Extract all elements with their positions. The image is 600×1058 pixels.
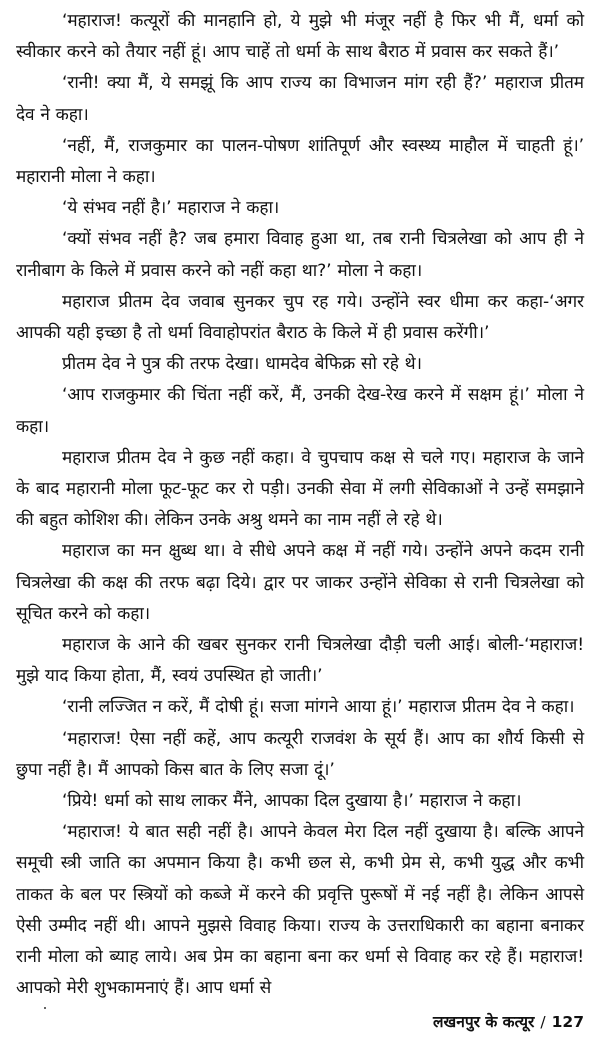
paragraph: महाराज का मन क्षुब्ध था। वे सीधे अपने कक्ष में नहीं गये। उन्होंने अपने कदम रानी चित्रलेखा की कक्ष की तरफ बढ़ा दिये। द्वार पर जाकर उन्होंने सेविका से रानी चित्रलेखा को सूचित करने को कहा। bbox=[16, 541, 584, 624]
paragraph: महाराज प्रीतम देव ने कुछ नहीं कहा। वे चुपचाप कक्ष से चले गए। महाराज के जाने के बाद महारानी मोला फूट-फूट कर रो पड़ी। उनकी सेवा में लगी सेविकाओं ने उन्हें समझाने की बहुत कोशिश की। लेकिन उनके अश्रु थमने का नाम नहीं ले रहे थे। bbox=[16, 447, 584, 531]
book-title: लखनपुर के कत्यूर bbox=[433, 1013, 535, 1031]
paragraph: प्रीतम देव ने पुत्र की तरफ देखा। धामदेव बेफिक्र सो रहे थे। bbox=[62, 354, 422, 375]
paragraph: ‘महाराज! ये बात सही नहीं है। आपने केवल मेरा दिल नहीं दुखाया है। बल्कि आपने समूची स्त्री जाति का अपमान किया है। कभी छल से, कभी प्रेम से, कभी युद्ध और कभी ताकत के बल पर स्त्रियों को कब्जे में करने की प्रवृत्ति पुरूषों में नई नहीं है। लेकिन आपसे ऐसी उम्मीद नहीं थी। आपने मुझसे विवाह किया। राज्य के उत्तराधिकारी का बहाना बनाकर रानी मोला को ब्याह लाये। अब प्रेम का बहाना बना कर धर्मा से विवाह कर रहे हैं। महाराज! आपको मेरी शुभकामनाएं हैं। आप धर्मा से bbox=[16, 822, 584, 999]
paragraph: ‘रानी लज्जित न करें, मैं दोषी हूं। सजा मांगने आया हूं।’ महाराज प्रीतम देव ने कहा। bbox=[62, 697, 575, 718]
page-body bbox=[16, 6, 584, 1005]
paragraph: महाराज के आने की खबर सुनकर रानी चित्रलेखा दौड़ी चली आई। बोली-‘महाराज! मुझे याद किया होता, मैं, स्वयं उपस्थित हो जाती।’ bbox=[16, 635, 584, 687]
paragraph: ‘आप राजकुमार की चिंता नहीं करें, मैं, उनकी देख-रेख करने में सक्षम हूं।’ मोला ने कहा। bbox=[16, 385, 584, 437]
paragraph: ‘नहीं, मैं, राजकुमार का पालन-पोषण शांतिपूर्ण और स्वस्थ्य माहौल में चाहती हूं।’ महारानी मोला ने कहा। bbox=[16, 135, 584, 188]
paragraph: महाराज प्रीतम देव जवाब सुनकर चुप रह गये। उन्होंने स्वर धीमा कर कहा-‘अगर आपकी यही इच्छा है तो धर्मा विवाहोपरांत बैराठ के किले में ही प्रवास करेंगी।’ bbox=[16, 291, 584, 344]
paragraph: ‘प्रिये! धर्मा को साथ लाकर मैंने, आपका दिल दुखाया है।’ महाराज ने कहा। bbox=[62, 791, 522, 812]
paragraph: ‘रानी! क्या मैं, ये समझूं कि आप राज्य का विभाजन मांग रही हैं?’ महाराज प्रीतम देव ने कहा। bbox=[16, 73, 584, 125]
page-footer bbox=[433, 1010, 584, 1032]
paragraph: ‘महाराज! ऐसा नहीं कहें, आप कत्यूरी राजवंश के सूर्य हैं। आप का शौर्य किसी से छुपा नहीं है। मैं आपको किस बात के लिए सजा दूं।’ bbox=[16, 728, 584, 780]
paragraph: ‘महाराज! कत्यूरों की मानहानि हो, ये मुझे भी मंजूर नहीं है फिर भी मैं, धर्मा को स्वीकार करने को तैयार नहीं हूं। आप चाहें तो धर्मा के साथ बैराठ में प्रवास कर सकते हैं।’ bbox=[16, 11, 584, 63]
page-number: 127 bbox=[551, 1013, 584, 1031]
paragraph: ‘ये संभव नहीं है।’ महाराज ने कहा। bbox=[62, 198, 280, 219]
scan-speck bbox=[44, 1007, 46, 1009]
footer-separator: / bbox=[540, 1013, 546, 1031]
paragraph: ‘क्यों संभव नहीं है? जब हमारा विवाह हुआ था, तब रानी चित्रलेखा को आप ही ने रानीबाग के किले में प्रवास करने को नहीं कहा था?’ मोला ने कहा। bbox=[16, 229, 584, 281]
